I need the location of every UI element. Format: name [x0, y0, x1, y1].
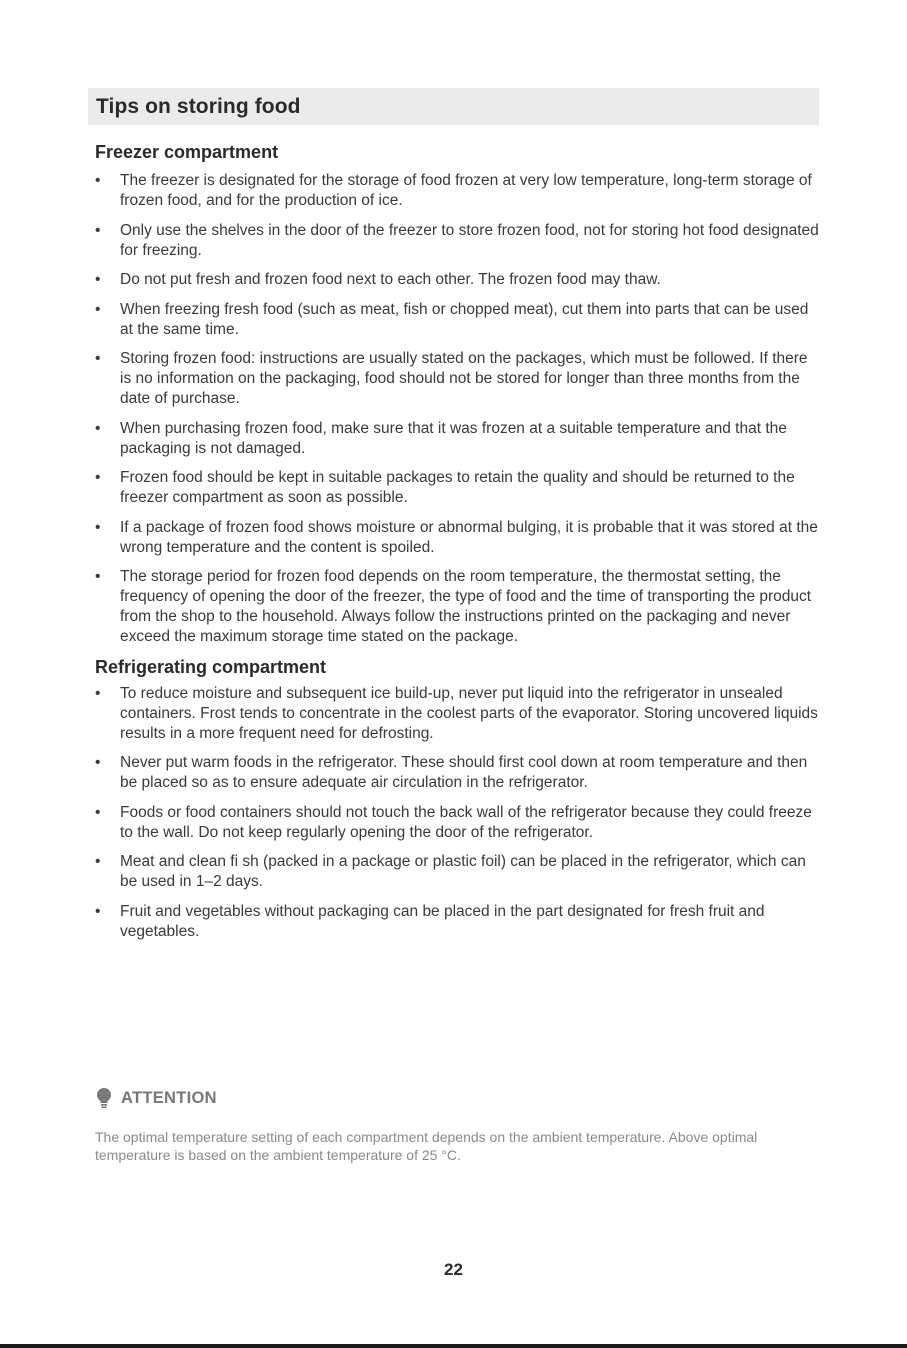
list-item	[88, 684, 819, 744]
page-content	[88, 88, 819, 951]
bottom-rule	[0, 1344, 907, 1348]
list-item-text: If a package of frozen food shows moisture or abnormal bulging, it is probable that it was stored at the wrong temperature and the content is spoiled.	[120, 518, 818, 556]
list-item-text: Never put warm foods in the refrigerator. These should first cool down at room temperature and then be placed so as to ensure adequate air circulation in the refrigerator.	[120, 754, 808, 791]
bullet: •	[95, 300, 101, 318]
list-item	[88, 221, 819, 261]
freezer-tips-list	[88, 171, 819, 647]
list-item-text: When purchasing frozen food, make sure that it was frozen at a suitable temperature and that the packaging is not damaged.	[120, 419, 787, 457]
bullet: •	[95, 754, 101, 771]
attention-header	[95, 1087, 217, 1109]
page-number: 22	[444, 1260, 463, 1279]
list-item	[88, 419, 819, 459]
list-item-text: To reduce moisture and subsequent ice build-up, never put liquid into the refrigerator in unsealed containers. Frost tends to concentrate in the coolest parts of the evaporator. Storing uncovered liquids results in a more frequent need for defrosting.	[120, 684, 818, 742]
bullet: •	[95, 684, 101, 702]
list-item	[88, 518, 819, 558]
list-item-text: The freezer is designated for the storage of food frozen at very low temperature, long-term storage of frozen food, and for the production of ice.	[120, 172, 812, 209]
list-item-text: Meat and clean fi sh (packed in a package or plastic foil) can be placed in the refrigerator, which can be used in 1–2 days.	[120, 853, 806, 890]
bullet: •	[95, 172, 101, 189]
list-item-text: Storing frozen food: instructions are usually stated on the packages, which must be followed. If there is no information on the packaging, food should not be stored for longer than three months from the date of purchase.	[120, 350, 808, 407]
list-item-text: Only use the shelves in the door of the freezer to store frozen food, not for storing hot food designated for freezing.	[120, 221, 819, 259]
lightbulb-icon	[95, 1087, 113, 1109]
list-item	[88, 468, 819, 508]
list-item-text: Fruit and vegetables without packaging can be placed in the part designated for fresh fruit and vegetables.	[120, 902, 765, 940]
list-item-text: Frozen food should be kept in suitable packages to retain the quality and should be returned to the freezer compartment as soon as possible.	[120, 469, 795, 506]
bullet: •	[95, 221, 101, 239]
bullet: •	[95, 271, 101, 288]
bullet: •	[95, 853, 101, 870]
freezer-heading: Freezer compartment	[95, 142, 279, 162]
list-item	[88, 349, 819, 409]
bullet: •	[95, 568, 101, 585]
bullet: •	[95, 902, 101, 920]
attention-label: ATTENTION	[121, 1088, 217, 1107]
list-item	[88, 270, 819, 290]
list-item	[88, 300, 819, 340]
bullet: •	[95, 518, 101, 536]
list-item	[88, 753, 819, 793]
bullet: •	[95, 469, 101, 486]
list-item-text: When freezing fresh food (such as meat, fish or chopped meat), cut them into parts that can be used at the same time.	[120, 300, 809, 338]
refrigerating-heading: Refrigerating compartment	[95, 656, 327, 677]
title-bar	[88, 88, 819, 125]
list-item-text: The storage period for frozen food depends on the room temperature, the thermostat setting, the frequency of opening the door of the freezer, the type of food and the time of transporting the product from the shop to the household. Always follow the instructions printed on the packaging and never exceed the maximum storage time stated on the package.	[120, 568, 812, 645]
list-item	[88, 803, 819, 843]
list-item	[88, 567, 819, 647]
bullet: •	[95, 350, 101, 367]
page-title: Tips on storing food	[96, 94, 301, 118]
bullet: •	[95, 803, 101, 821]
list-item-text: Do not put fresh and frozen food next to each other. The frozen food may thaw.	[120, 271, 661, 288]
list-item	[88, 171, 819, 211]
refrigerating-tips-list	[88, 684, 819, 942]
attention-text: The optimal temperature setting of each compartment depends on the ambient temperature. Above optimal temperature is based on the ambient temperature of 25 °C.	[95, 1129, 758, 1163]
list-item	[88, 902, 819, 942]
list-item	[88, 852, 819, 892]
bullet: •	[95, 419, 101, 437]
list-item-text: Foods or food containers should not touch the back wall of the refrigerator because they could freeze to the wall. Do not keep regularly opening the door of the refrigerator.	[120, 803, 812, 841]
